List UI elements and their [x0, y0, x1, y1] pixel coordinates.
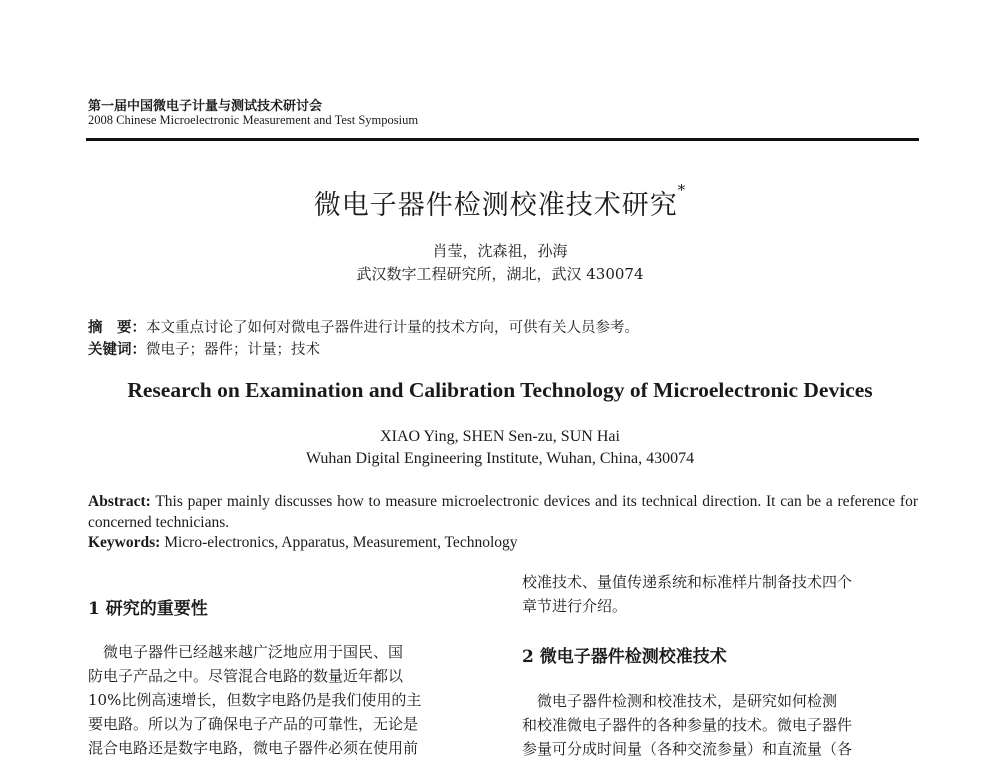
- affiliation-cn: 武汉数字工程研究所，湖北，武汉 430074: [356, 265, 644, 283]
- body-line: 10%比例高速增长，但数字电路仍是我们使用的主: [88, 691, 422, 709]
- section-1-heading: 1 研究的重要性: [88, 599, 208, 619]
- title-en: Research on Examination and Calibration Technology of Microelectronic Devices: [127, 378, 873, 402]
- body-line: 和校准微电子器件的各种参量的技术。微电子器件: [522, 716, 853, 734]
- body-line: 要电路。所以为了确保电子产品的可靠性，无论是: [88, 715, 419, 733]
- right-column-intro: [522, 570, 918, 618]
- keywords-en-text: Micro-electronics, Apparatus, Measurement, Technology: [160, 534, 518, 551]
- body-line: 章节进行介绍。: [522, 597, 628, 615]
- body-line: 参量可分成时间量（各种交流参量）和直流量（各: [522, 740, 853, 758]
- body-line: 微电子器件已经越来越广泛地应用于国民、国: [88, 643, 404, 661]
- body-line: 微电子器件检测和校准技术，是研究如何检测: [522, 692, 838, 710]
- abstract-cn-label: 摘 要：: [88, 319, 146, 336]
- keywords-cn: [88, 338, 320, 359]
- title-cn-text: 微电子器件检测校准技术研究: [313, 190, 678, 221]
- header-rule: [86, 138, 919, 141]
- body-line: 校准技术、量值传递系统和标准样片制备技术四个: [522, 573, 853, 591]
- keywords-cn-text: 微电子；器件；计量；技术: [146, 342, 320, 358]
- abstract-en: [88, 491, 918, 533]
- section-1-body: [88, 640, 488, 760]
- conference-name-cn: 第一届中国微电子计量与测试技术研讨会: [88, 99, 323, 114]
- affiliation-en: Wuhan Digital Engineering Institute, Wuhan, China, 430074: [305, 450, 695, 467]
- title-footnote-mark: *: [677, 181, 687, 199]
- abstract-cn-text: 本文重点讨论了如何对微电子器件进行计量的技术方向，可供有关人员参考。: [146, 320, 639, 336]
- section-2-heading: 2 微电子器件检测校准技术: [522, 647, 727, 667]
- abstract-en-label: Abstract:: [88, 493, 151, 510]
- keywords-en: [88, 534, 518, 552]
- authors-en: XIAO Ying, SHEN Sen-zu, SUN Hai: [380, 428, 620, 445]
- keywords-en-label: Keywords:: [88, 534, 161, 551]
- abstract-en-text: This paper mainly discusses how to measure microelectronic devices and its technical direction. It can be a reference for concerned technicians.: [88, 493, 918, 531]
- authors-cn: 肖莹，沈森祖，孙海: [432, 242, 568, 260]
- body-line: 混合电路还是数字电路，微电子器件必须在使用前: [88, 739, 419, 757]
- body-line: 防电子产品之中。尽管混合电路的数量近年都以: [88, 667, 404, 685]
- section-2-body: [522, 689, 918, 761]
- keywords-cn-label: 关键词：: [88, 341, 146, 358]
- abstract-cn: [88, 316, 639, 337]
- title-cn: [0, 183, 1000, 222]
- conference-name-en: 2008 Chinese Microelectronic Measurement and Test Symposium: [88, 113, 419, 127]
